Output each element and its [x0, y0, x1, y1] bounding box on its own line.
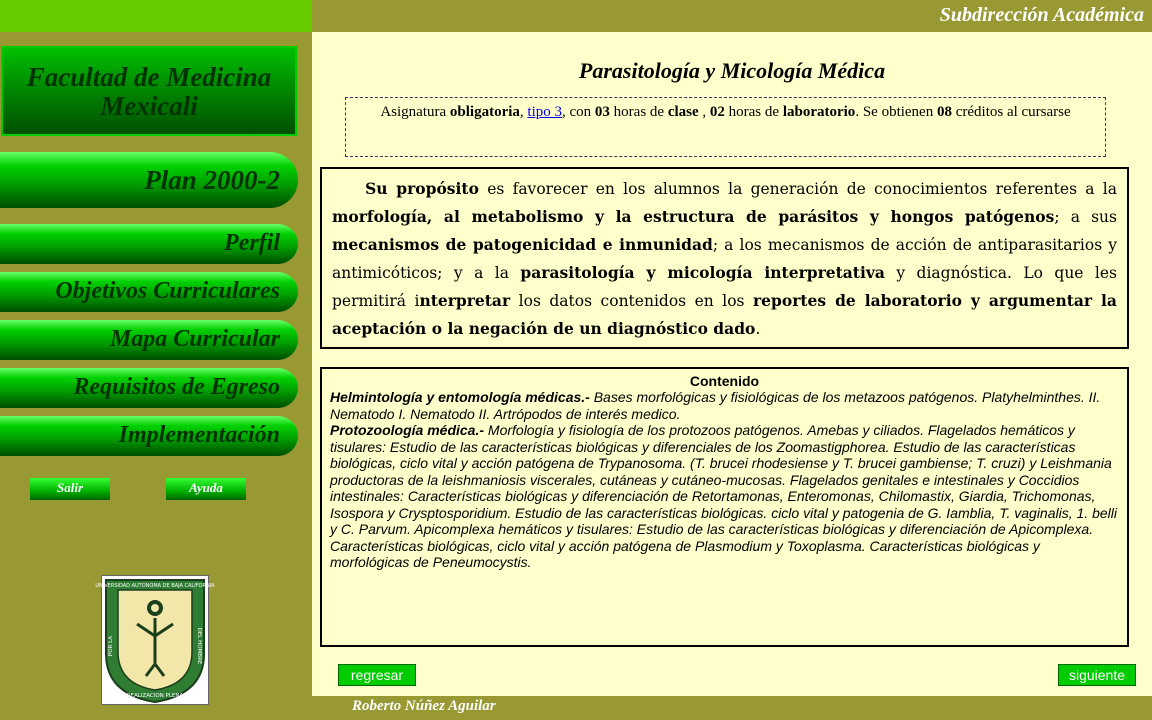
nav-requisitos-de-egreso[interactable]: Requisitos de Egreso: [0, 368, 298, 408]
info-text: horas de: [609, 104, 668, 120]
purpose-bold: nterpretar: [419, 291, 511, 310]
info-hours-lab: 02: [709, 104, 725, 120]
content-heading: Contenido: [689, 373, 760, 389]
content-text: Morfología y fisiología de los protozoos patógenos. Amebas y ciliados. Flagelados hemáticos y tisulares: Estudio de las características biológicas y diferenciales de los Zoomastigphorea. Estudio de las características biológicas, ciclo vital y acción patógena de Trypanosoma. (T. brucei rhodesiense y T. brucei gambiense; T. cruzi) y Leishmania productoras de la leishmaniosis viscerales, cutáneas y cutáneo-mucosas. Flagelados genitales e intestinales y Coccidios intestinales: Características biológicas y diferenciación de Retortamonas, Enteromonas, Chilomastix, Giardia, Trichomonas, Isospora y Crysptosporidium. Estudio de las características biológicas. ciclo vital y patogenia de G. Iamblia, T. vaginalis, 1. belli y C. Parvum. Apicomplexa hemáticos y tisulares: Estudio de las características biológicas y diferenciación de Apicomplexa. Características biológicas, ciclo vital y acción patógena de Plasmodium y Toxoplasma. Características biológicas y morfológicas de Peneumocystis.: [330, 422, 1117, 570]
purpose-bold: morfología, al metabolismo y la estructura de parásitos y hongos patógenos: [332, 207, 1055, 226]
info-text: . Se obtienen: [855, 104, 937, 120]
university-logo: [95, 575, 215, 705]
purpose-bold: mecanismos de patogenicidad e inmunidad: [332, 235, 713, 254]
info-text: Asignatura: [380, 104, 450, 120]
logo-text-left: POR LA: [108, 635, 114, 657]
purpose-text: .: [755, 320, 761, 338]
content-body: [330, 389, 1119, 571]
faculty-title: [1, 46, 297, 136]
info-laboratorio: laboratorio: [782, 104, 856, 120]
faculty-line-1: Facultad de Medicina: [26, 62, 272, 92]
info-text: ,: [698, 104, 710, 120]
content-box: [320, 367, 1129, 647]
purpose-text: y diagnóstica. Lo que les permitirá i: [332, 264, 1118, 310]
logo-text-bottom: REALIZACION PLENA: [126, 693, 184, 699]
tipo-link[interactable]: tipo 3: [527, 104, 562, 120]
info-text: créditos al cursarse: [951, 104, 1071, 120]
content-text: Bases morfológicas y fisiológicas de los metazoos patógenos. Platyhelminthes. II. Nematodo I. Nematodo II. Artrópodos de interés medico.: [330, 389, 1101, 422]
top-band: [312, 0, 1152, 32]
top-green-band: [0, 0, 312, 32]
salir-button[interactable]: Salir: [30, 478, 110, 500]
siguiente-button[interactable]: siguiente: [1058, 664, 1136, 686]
info-text: horas de: [724, 104, 783, 120]
nav-perfil[interactable]: Perfil: [0, 224, 298, 264]
purpose-bold: Su propósito: [365, 179, 479, 198]
info-hours-class: 03: [594, 104, 610, 120]
purpose-text: los datos contenidos en los: [510, 292, 753, 310]
info-clase: clase: [667, 104, 699, 120]
purpose-text: es favorecer en los alumnos la generación de conocimientos referentes a la: [478, 180, 1118, 198]
info-text: ,: [519, 104, 528, 120]
nav-objetivos-curriculares[interactable]: Objetivos Curriculares: [0, 272, 298, 312]
info-obligatoria: obligatoria: [449, 104, 520, 120]
info-credits: 08: [936, 104, 952, 120]
regresar-button[interactable]: regresar: [338, 664, 416, 686]
course-info-box: [345, 97, 1106, 157]
logo-graphic: [95, 576, 215, 704]
ayuda-button[interactable]: Ayuda: [166, 478, 246, 500]
purpose-text: ; a los mecanismos de acción de antiparasitarios y antimicóticos; y a la: [332, 236, 1117, 282]
purpose-text: ; a sus: [1054, 208, 1117, 226]
purpose-box: [320, 167, 1129, 349]
nav-implementacion[interactable]: Implementación: [0, 416, 298, 456]
subdireccion-label: Subdirección Académica: [939, 4, 1144, 26]
content-section-title: Helmintología y entomología médicas.-: [330, 389, 590, 405]
course-title: Parasitología y Micología Médica: [578, 58, 886, 83]
purpose-bold: parasitología y micología interpretativa: [520, 263, 885, 282]
logo-text-top: UNIVERSIDAD AUTONOMA DE BAJA CALIFORNIA: [95, 583, 215, 589]
faculty-line-2: Mexicali: [100, 91, 198, 121]
content-section-title: Protozoología médica.-: [330, 422, 485, 438]
nav-plan[interactable]: Plan 2000-2: [0, 152, 298, 208]
footer-author: Roberto Núñez Aguilar: [352, 698, 496, 714]
purpose-bold: reportes de laboratorio y argumentar la aceptación o la negación de un diagnóstico dado: [332, 291, 1117, 338]
logo-text-right: DEL HOMBRE: [196, 627, 202, 665]
info-text: , con: [562, 104, 595, 120]
nav-mapa-curricular[interactable]: Mapa Curricular: [0, 320, 298, 360]
